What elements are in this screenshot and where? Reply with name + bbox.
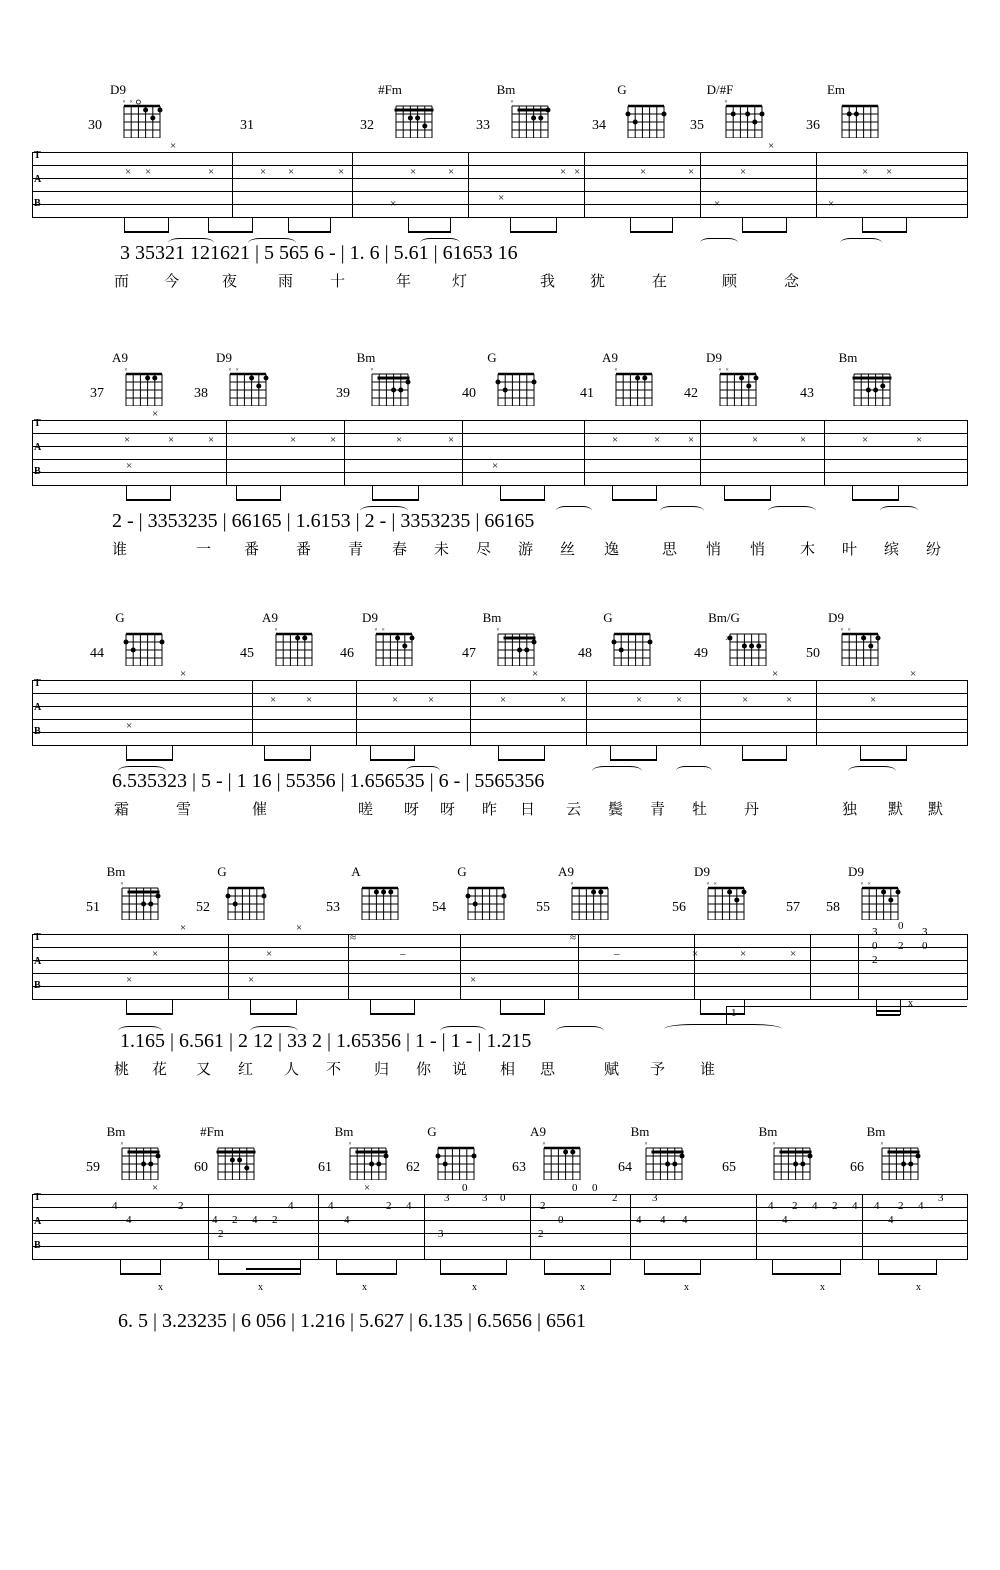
chord-name: Bm [106,1124,126,1139]
lyric-char: 悄 [706,542,722,558]
measure-number: 49 [694,646,708,661]
lyric-char: 夜 [222,274,238,290]
melody-row [0,1310,1000,1382]
lyric-char: 又 [196,1062,212,1078]
svg-text:×: × [570,881,574,888]
svg-text:×: × [713,881,717,888]
tab-letter-a: A [34,702,42,713]
measure-number: 54 [432,900,446,915]
lyric-char: 默 [888,802,904,818]
measure-number: 66 [850,1160,864,1175]
measure-number: 53 [326,900,340,915]
lyric-char: 游 [518,542,534,558]
chord-name: Bm [334,1124,354,1139]
lyric-char: 未 [434,542,450,558]
chord-grid [366,366,412,406]
lyric-char: 丹 [744,802,760,818]
system-3 [0,612,1000,842]
chord-grid [222,880,268,920]
chord-name: Bm [630,1124,650,1139]
svg-text:×: × [880,1141,884,1148]
chord-name: Bm [866,1124,886,1139]
tab-staff: T A B × × 4 2 4 4 2 4 2 4 2 4 2 4 4 0 3 3 0 3 0 0 2 2 0 2 3 4 4 4 4 2 4 2 4 4 4 2 4 3 4 x x x x x x x x [0,1194,1000,1298]
lyric-char: 相 [500,1062,516,1078]
svg-text:×: × [235,367,239,374]
melody-line: 2 - | 3353235 | 66165 | 1.6153 | 2 - | 3353235 | 66165 [112,510,535,532]
lyric-char: 默 [928,802,944,818]
measure-number: 51 [86,900,100,915]
lyric-char: 呀 [404,802,420,818]
tab-letter-b: B [34,198,41,209]
chord-grid [432,1140,478,1180]
measure-number: 35 [690,118,704,133]
chord-diagram-row [0,866,1000,930]
lyric-char: 人 [284,1062,300,1078]
chord-name: G [603,610,613,625]
measure-number: 41 [580,386,594,401]
measure-number: 56 [672,900,686,915]
lyric-char: 我 [540,274,556,290]
chord-grid [116,880,162,920]
lyric-char: 尽 [476,542,492,558]
svg-text:×: × [718,367,722,374]
lyric-char: 木 [800,542,816,558]
chord-name: G [457,864,467,879]
chord-grid [270,626,316,666]
svg-text:×: × [122,99,126,106]
chord-name: A9 [602,350,618,365]
chord-grid [492,366,538,406]
tab-letter-t: T [34,150,41,161]
chord-name: A [351,864,361,879]
measure-number: 36 [806,118,820,133]
chord-grid [836,626,882,666]
chord-grid [492,626,538,666]
chord-name: Em [826,82,846,97]
melody-line: 1.165 | 6.561 | 2 12 | 33 2 | 1.65356 | 1 - | 1 - | 1.215 [120,1030,532,1052]
svg-text:×: × [228,367,232,374]
chord-grid [506,98,552,138]
chord-grid [848,366,894,406]
lyric-char: 红 [238,1062,254,1078]
lyric-char: 雨 [278,274,294,290]
measure-number: 46 [340,646,354,661]
melody-row [0,770,1000,842]
tab-letter-t: T [34,678,41,689]
chord-name: G [617,82,627,97]
system-4 [0,866,1000,1102]
lyric-char: 呀 [440,802,456,818]
lyric-char: 在 [652,274,668,290]
lyric-char: 赋 [604,1062,620,1078]
svg-text:×: × [374,627,378,634]
measure-number: 52 [196,900,210,915]
chord-grid [836,98,882,138]
chord-diagram-row [0,1126,1000,1190]
chord-name: D9 [110,82,126,97]
lyric-char: 嗟 [358,802,374,818]
svg-text:×: × [725,367,729,374]
lyric-char: 鬓 [608,802,624,818]
chord-name: Bm [838,350,858,365]
tab-letter-b: B [34,1240,41,1251]
lyric-char: 春 [392,542,408,558]
chord-name: G [115,610,125,625]
melody-row [0,510,1000,582]
svg-text:×: × [847,627,851,634]
chord-name: D9 [216,350,232,365]
lyric-char: 日 [520,802,536,818]
melody-line: 3 35321 121621 | 5 565 6 - | 1. 6 | 5.61 | 61653 16 [120,242,518,264]
lyric-char: 思 [662,542,678,558]
tab-letter-t: T [34,418,41,429]
measure-number: 37 [90,386,104,401]
chord-diagram-row [0,612,1000,676]
svg-text:×: × [644,1141,648,1148]
measure-number: 63 [512,1160,526,1175]
svg-text:×: × [867,881,871,888]
chord-diagram-row [0,84,1000,148]
measure-number: 44 [90,646,104,661]
chord-name: Bm [496,82,516,97]
lyric-char: 霜 [114,802,130,818]
chord-grid [224,366,270,406]
lyric-char: 顾 [722,274,738,290]
lyric-char: 云 [566,802,582,818]
lyric-char: 犹 [590,274,606,290]
chord-name: Bm/G [708,610,740,625]
lyric-char: 谁 [700,1062,716,1078]
lyric-char: 念 [784,274,800,290]
chord-name: #Fm [200,1124,224,1139]
svg-text:×: × [706,881,710,888]
tab-letter-a: A [34,174,42,185]
lyric-char: 雪 [176,802,192,818]
lyric-char: 说 [452,1062,468,1078]
lyric-char: 谁 [112,542,128,558]
tab-letter-b: B [34,466,41,477]
svg-text:×: × [274,627,278,634]
chord-grid [370,626,416,666]
lyric-char: 归 [374,1062,390,1078]
chord-grid [856,880,902,920]
svg-text:×: × [370,367,374,374]
tab-letter-a: A [34,1216,42,1227]
measure-number: 38 [194,386,208,401]
tab-letter-t: T [34,932,41,943]
lyric-char: 悄 [750,542,766,558]
lyric-char: 番 [296,542,312,558]
svg-text:×: × [120,881,124,888]
system-5 [0,1126,1000,1382]
chord-name: Bm [356,350,376,365]
svg-text:2: 2 [725,637,728,642]
svg-text:×: × [496,627,500,634]
measure-number: 40 [462,386,476,401]
chord-diagram-row [0,352,1000,416]
chord-grid [622,98,668,138]
tab-staff: T A B × × × × × × × × × × × × × × × × × × × × × [0,152,1000,238]
chord-name: A9 [112,350,128,365]
melody-row [0,1007,1000,1102]
svg-text:×: × [840,627,844,634]
measure-number: 30 [88,118,102,133]
lyric-char: 丝 [560,542,576,558]
chord-grid [702,880,748,920]
measure-number: 45 [240,646,254,661]
lyric-char: 今 [164,274,180,290]
lyric-char: 独 [842,802,858,818]
chord-name: D9 [362,610,378,625]
measure-number: 47 [462,646,476,661]
svg-text:×: × [772,1141,776,1148]
measure-number: 48 [578,646,592,661]
repeat-bracket-number: 1 [731,1007,737,1019]
chord-grid [120,366,166,406]
measure-number: 31 [240,118,254,133]
chord-name: Bm [106,864,126,879]
chord-grid [876,1140,922,1180]
chord-name: #Fm [378,82,402,97]
chord-name: G [487,350,497,365]
lyric-char: 叶 [842,542,858,558]
lyric-char: 花 [152,1062,168,1078]
lyric-char: 昨 [482,802,498,818]
tab-letter-t: T [34,1192,41,1203]
lyric-char: 缤 [884,542,900,558]
svg-text:×: × [124,367,128,374]
chord-name: G [427,1124,437,1139]
chord-grid [538,1140,584,1180]
lyric-char: 予 [650,1062,666,1078]
chord-grid [610,366,656,406]
chord-name: D9 [828,610,844,625]
measure-number: 59 [86,1160,100,1175]
lyric-char: 灯 [452,274,468,290]
measure-number: 57 [786,900,800,915]
lyric-char: 不 [326,1062,342,1078]
tab-letter-b: B [34,980,41,991]
melody-row [0,242,1000,314]
measure-number: 32 [360,118,374,133]
measure-number: 43 [800,386,814,401]
chord-name: A9 [558,864,574,879]
measure-number: 33 [476,118,490,133]
tab-letter-b: B [34,726,41,737]
svg-text:×: × [542,1141,546,1148]
chord-name: G [217,864,227,879]
lyric-char: 年 [396,274,412,290]
measure-number: 55 [536,900,550,915]
melody-line: 6. 5 | 3.23235 | 6 056 | 1.216 | 5.627 | 6.135 | 6.5656 | 6561 [118,1310,587,1332]
chord-name: D9 [848,864,864,879]
chord-grid [724,626,770,666]
lyric-char: 纷 [926,542,942,558]
chord-grid [118,98,164,138]
measure-number: 65 [722,1160,736,1175]
tab-staff: T A B × × × × × × × × × × × × × × × × [0,680,1000,766]
lyric-char: 一 [196,542,212,558]
chord-name: D9 [694,864,710,879]
repeat-bracket [726,1006,967,1025]
lyric-char: 番 [244,542,260,558]
lyric-char: 青 [348,542,364,558]
chord-name: A9 [530,1124,546,1139]
measure-number: 50 [806,646,820,661]
system-2 [0,352,1000,582]
measure-number: 60 [194,1160,208,1175]
system-1 [0,84,1000,314]
measure-number: 39 [336,386,350,401]
measure-number: 64 [618,1160,632,1175]
chord-grid [640,1140,686,1180]
lyric-char: 你 [416,1062,432,1078]
lyric-char: 桃 [114,1062,130,1078]
lyric-char: 十 [330,274,346,290]
chord-grid [344,1140,390,1180]
chord-grid [212,1140,258,1180]
lyric-char: 牡 [692,802,708,818]
lyric-char: 催 [252,802,268,818]
measure-number: 62 [406,1160,420,1175]
measure-number: 61 [318,1160,332,1175]
chord-grid [566,880,612,920]
measure-number: 42 [684,386,698,401]
chord-name: Bm [758,1124,778,1139]
chord-name: D/#F [706,82,734,97]
lyric-char: 而 [114,274,130,290]
svg-text:×: × [614,367,618,374]
chord-grid [116,1140,162,1180]
chord-name: Bm [482,610,502,625]
chord-grid [768,1140,814,1180]
svg-text:×: × [120,1141,124,1148]
chord-grid [356,880,402,920]
lyric-char: 逸 [604,542,620,558]
tab-staff: T A B × × × × × × × × × × × × × × × × × [0,420,1000,506]
svg-text:×: × [348,1141,352,1148]
svg-text:×: × [129,99,133,106]
svg-text:×: × [510,99,514,106]
chord-name: D9 [706,350,722,365]
svg-text:×: × [860,881,864,888]
measure-number: 58 [826,900,840,915]
chord-grid [608,626,654,666]
svg-text:×: × [724,99,728,106]
chord-grid [714,366,760,406]
melody-line: 6.535323 | 5 - | 1 16 | 55356 | 1.656535 | 6 - | 5565356 [112,770,545,792]
measure-number: 34 [592,118,606,133]
chord-grid [390,98,436,138]
tab-letter-a: A [34,956,42,967]
chord-grid [120,626,166,666]
chord-grid [720,98,766,138]
lyric-char: 思 [540,1062,556,1078]
lyric-char: 青 [650,802,666,818]
svg-text:×: × [381,627,385,634]
tab-letter-a: A [34,442,42,453]
chord-name: A9 [262,610,278,625]
tab-staff: T A B × × × × × × ≈ – × ≈ – × × × 3 0 3 0 2 0 2 x [0,934,1000,1020]
chord-grid [462,880,508,920]
